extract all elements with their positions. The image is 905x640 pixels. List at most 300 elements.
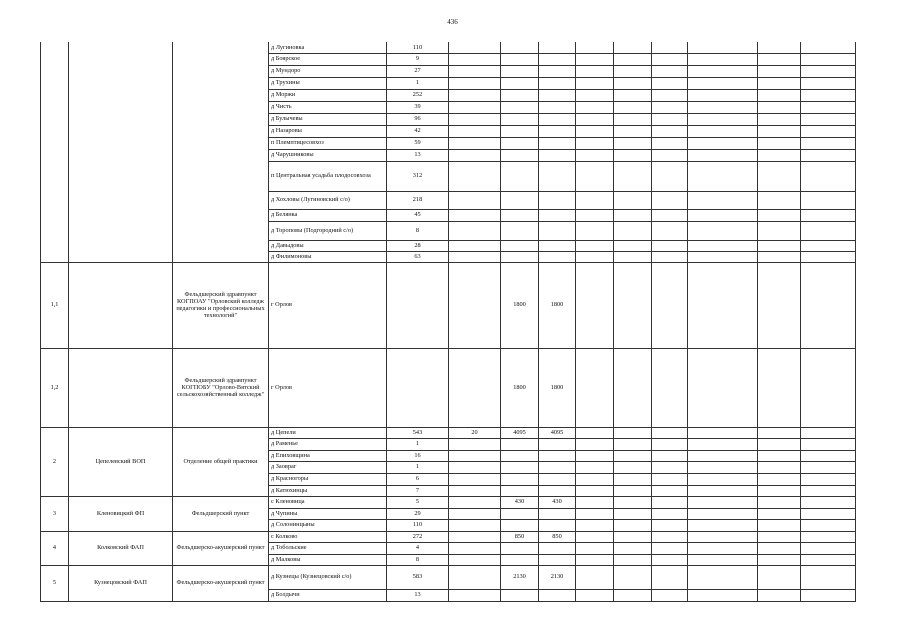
empty-cell [688,542,758,554]
value-cell-3 [539,77,576,89]
empty-cell [688,473,758,485]
empty-cell [688,149,758,161]
empty-cell [801,450,856,461]
value-cell-3 [539,589,576,601]
empty-cell [688,531,758,542]
value-cell-2: 430 [501,496,539,508]
empty-cell [576,221,614,240]
empty-cell [688,427,758,438]
value-cell-2 [501,554,539,565]
empty-cell [614,461,652,473]
empty-cell [688,438,758,450]
population-cell: 1 [387,77,449,89]
settlement-cell: д Епиховщина [269,450,387,461]
empty-cell [801,262,856,348]
empty-cell [801,221,856,240]
empty-cell [758,438,801,450]
population-cell: 543 [387,427,449,438]
empty-cell [652,348,688,427]
value-cell-3 [539,113,576,125]
table-row [41,427,856,438]
settlement-cell: д Филимоновы [269,251,387,262]
value-cell-3 [539,438,576,450]
value-cell-1 [449,137,501,149]
empty-cell [576,508,614,519]
value-cell-3 [539,161,576,191]
empty-cell [801,161,856,191]
empty-cell [652,161,688,191]
value-cell-1 [449,149,501,161]
empty-cell [688,191,758,209]
empty-cell [801,461,856,473]
value-cell-1 [449,101,501,113]
empty-cell [614,438,652,450]
empty-cell [688,589,758,601]
empty-cell [758,149,801,161]
population-cell: 4 [387,542,449,554]
value-cell-1 [449,348,501,427]
empty-cell [576,89,614,101]
population-cell: 583 [387,565,449,589]
population-cell: 28 [387,240,449,251]
empty-cell [652,77,688,89]
empty-cell [758,262,801,348]
population-cell: 16 [387,450,449,461]
value-cell-1 [449,450,501,461]
empty-cell [688,519,758,531]
empty-cell [614,191,652,209]
empty-cell [576,496,614,508]
settlement-cell: г Орлов [269,348,387,427]
empty-cell [801,113,856,125]
empty-cell [652,508,688,519]
empty-cell [758,221,801,240]
empty-cell [576,101,614,113]
empty-cell [758,89,801,101]
settlement-cell: д Хохловы (Лугиновский с/о) [269,191,387,209]
empty-cell [688,42,758,53]
empty-cell [688,101,758,113]
row-number-cell: 4 [41,531,69,565]
population-cell: 1 [387,438,449,450]
empty-cell [652,554,688,565]
empty-cell [652,101,688,113]
settlement-cell: д Мундоро [269,65,387,77]
empty-cell [758,161,801,191]
empty-cell [652,461,688,473]
row-number-cell: 1,1 [41,262,69,348]
population-cell: 110 [387,42,449,53]
empty-cell [688,65,758,77]
settlement-cell: д Назаровы [269,125,387,137]
population-cell: 9 [387,53,449,65]
empty-cell [652,53,688,65]
value-cell-3 [539,450,576,461]
settlement-cell: д Лугиновка [269,42,387,53]
empty-cell [801,65,856,77]
empty-cell [688,161,758,191]
facility-type-cell [173,42,269,262]
empty-cell [688,262,758,348]
table-row [41,496,856,508]
empty-cell [576,161,614,191]
empty-cell [801,149,856,161]
row-number-cell [41,42,69,262]
empty-cell [801,496,856,508]
empty-cell [576,113,614,125]
value-cell-1 [449,496,501,508]
settlement-cell: д Тобольские [269,542,387,554]
value-cell-3 [539,101,576,113]
empty-cell [688,485,758,496]
population-cell: 27 [387,65,449,77]
settlement-cell: д Давыдовы [269,240,387,251]
value-cell-3 [539,554,576,565]
empty-cell [614,113,652,125]
empty-cell [758,77,801,89]
empty-cell [801,531,856,542]
empty-cell [758,137,801,149]
value-cell-2 [501,240,539,251]
facility-name-cell [69,348,173,427]
settlement-cell: д Катюхинцы [269,485,387,496]
empty-cell [576,65,614,77]
population-cell: 29 [387,508,449,519]
empty-cell [801,589,856,601]
empty-cell [576,438,614,450]
population-cell: 5 [387,496,449,508]
empty-cell [758,125,801,137]
value-cell-3 [539,508,576,519]
value-cell-3 [539,53,576,65]
value-cell-3 [539,89,576,101]
population-cell: 218 [387,191,449,209]
value-cell-2 [501,450,539,461]
settlement-cell: д Белянка [269,209,387,221]
empty-cell [758,348,801,427]
value-cell-3 [539,519,576,531]
facility-name-cell: Цепелевский ВОП [69,427,173,496]
value-cell-1 [449,589,501,601]
facility-name-cell: Кленовицкий ФП [69,496,173,531]
empty-cell [758,42,801,53]
empty-cell [801,485,856,496]
empty-cell [576,450,614,461]
empty-cell [614,485,652,496]
empty-cell [758,461,801,473]
settlement-cell: д Кузнецы (Кузнецовский с/о) [269,565,387,589]
empty-cell [576,125,614,137]
value-cell-2 [501,461,539,473]
population-cell: 45 [387,209,449,221]
empty-cell [576,209,614,221]
empty-cell [576,519,614,531]
empty-cell [801,53,856,65]
empty-cell [801,77,856,89]
empty-cell [614,65,652,77]
empty-cell [801,240,856,251]
empty-cell [652,485,688,496]
empty-cell [688,89,758,101]
empty-cell [576,485,614,496]
empty-cell [652,589,688,601]
settlement-cell: с Колково [269,531,387,542]
value-cell-3 [539,240,576,251]
value-cell-2: 850 [501,531,539,542]
value-cell-2 [501,485,539,496]
population-cell: 312 [387,161,449,191]
settlement-cell: д Булычевы [269,113,387,125]
table-row [41,42,856,53]
table-row [41,531,856,542]
population-cell: 13 [387,149,449,161]
value-cell-2: 1800 [501,262,539,348]
row-number-cell: 1,2 [41,348,69,427]
empty-cell [614,89,652,101]
value-cell-3 [539,149,576,161]
table-row [41,262,856,348]
facility-type-cell: Фельдшерско-акушерский пункт [173,565,269,601]
facility-type-cell: Фельдшерско-акушерский пункт [173,531,269,565]
settlement-cell: д Солонинцыны [269,519,387,531]
empty-cell [614,473,652,485]
empty-cell [614,209,652,221]
value-cell-1 [449,531,501,542]
value-cell-2 [501,191,539,209]
empty-cell [758,508,801,519]
settlement-cell: д Красногоры [269,473,387,485]
value-cell-2 [501,53,539,65]
population-cell: 110 [387,519,449,531]
empty-cell [801,565,856,589]
empty-cell [576,461,614,473]
empty-cell [758,240,801,251]
facility-name-cell: Колковский ФАП [69,531,173,565]
value-cell-1 [449,240,501,251]
population-cell: 6 [387,473,449,485]
population-cell: 39 [387,101,449,113]
value-cell-2 [501,89,539,101]
value-cell-1 [449,65,501,77]
empty-cell [688,240,758,251]
empty-cell [652,450,688,461]
settlement-cell: д Раменье [269,438,387,450]
empty-cell [652,496,688,508]
value-cell-2 [501,519,539,531]
empty-cell [801,542,856,554]
empty-cell [652,42,688,53]
empty-cell [652,473,688,485]
empty-cell [614,125,652,137]
empty-cell [801,427,856,438]
value-cell-2 [501,113,539,125]
value-cell-1 [449,42,501,53]
empty-cell [576,554,614,565]
empty-cell [758,251,801,262]
empty-cell [576,77,614,89]
empty-cell [688,450,758,461]
empty-cell [614,137,652,149]
empty-cell [576,348,614,427]
empty-cell [576,191,614,209]
empty-cell [652,427,688,438]
value-cell-1 [449,221,501,240]
settlement-cell: д Чарушниковы [269,149,387,161]
population-cell: 1 [387,461,449,473]
table-row [41,348,856,427]
value-cell-3 [539,137,576,149]
empty-cell [758,519,801,531]
empty-cell [758,565,801,589]
empty-cell [652,542,688,554]
value-cell-3: 430 [539,496,576,508]
empty-cell [652,65,688,77]
value-cell-3 [539,65,576,77]
value-cell-2 [501,508,539,519]
empty-cell [758,113,801,125]
value-cell-2: 4095 [501,427,539,438]
row-number-cell: 3 [41,496,69,531]
empty-cell [758,191,801,209]
population-cell: 7 [387,485,449,496]
empty-cell [614,554,652,565]
settlement-cell: д Чупины [269,508,387,519]
row-number-cell: 5 [41,565,69,601]
empty-cell [758,101,801,113]
value-cell-1 [449,251,501,262]
value-cell-3 [539,251,576,262]
empty-cell [614,53,652,65]
value-cell-2 [501,77,539,89]
population-cell [387,262,449,348]
empty-cell [576,531,614,542]
facility-name-cell [69,262,173,348]
value-cell-2 [501,589,539,601]
row-number-cell: 2 [41,427,69,496]
value-cell-2: 1800 [501,348,539,427]
empty-cell [652,191,688,209]
facility-name-cell [69,42,173,262]
empty-cell [652,438,688,450]
empty-cell [576,473,614,485]
value-cell-1 [449,461,501,473]
empty-cell [576,427,614,438]
facility-type-cell: Фельдшерский здравпункт КОГПОАУ "Орловский колледж педагогики и профессиональных технологий" [173,262,269,348]
population-cell: 252 [387,89,449,101]
empty-cell [652,113,688,125]
value-cell-3: 2130 [539,565,576,589]
population-cell: 13 [387,589,449,601]
empty-cell [801,438,856,450]
empty-cell [688,137,758,149]
settlement-cell: д Чисть [269,101,387,113]
value-cell-2 [501,137,539,149]
empty-cell [688,565,758,589]
empty-cell [801,519,856,531]
empty-cell [758,589,801,601]
empty-cell [801,42,856,53]
settlement-cell: д Трухины [269,77,387,89]
value-cell-1 [449,262,501,348]
empty-cell [614,348,652,427]
empty-cell [652,209,688,221]
value-cell-1 [449,473,501,485]
empty-cell [688,348,758,427]
empty-cell [652,149,688,161]
empty-cell [576,589,614,601]
value-cell-3 [539,125,576,137]
value-cell-2 [501,209,539,221]
empty-cell [801,554,856,565]
empty-cell [576,240,614,251]
empty-cell [758,450,801,461]
facility-type-cell: Отделение общей практики [173,427,269,496]
value-cell-3 [539,473,576,485]
settlement-cell: д Малковы [269,554,387,565]
empty-cell [758,554,801,565]
value-cell-1 [449,438,501,450]
empty-cell [801,251,856,262]
population-cell: 42 [387,125,449,137]
empty-cell [652,251,688,262]
settlement-cell: п Центральная усадьба плодосовхоза [269,161,387,191]
empty-cell [614,542,652,554]
empty-cell [576,137,614,149]
empty-cell [576,542,614,554]
value-cell-1 [449,113,501,125]
empty-cell [652,137,688,149]
empty-cell [688,221,758,240]
value-cell-3 [539,42,576,53]
population-cell [387,348,449,427]
empty-cell [614,450,652,461]
value-cell-1 [449,485,501,496]
value-cell-1 [449,53,501,65]
settlement-cell: с Кленовица [269,496,387,508]
empty-cell [758,473,801,485]
value-cell-1 [449,161,501,191]
settlement-cell: д Цепели [269,427,387,438]
value-cell-1 [449,508,501,519]
empty-cell [576,42,614,53]
empty-cell [614,221,652,240]
empty-cell [801,473,856,485]
settlement-cell: д Болдычи [269,589,387,601]
empty-cell [688,125,758,137]
empty-cell [688,508,758,519]
empty-cell [801,191,856,209]
empty-cell [614,589,652,601]
value-cell-3: 4095 [539,427,576,438]
value-cell-2: 2130 [501,565,539,589]
settlement-cell: г Орлов [269,262,387,348]
empty-cell [758,542,801,554]
value-cell-3: 850 [539,531,576,542]
empty-cell [688,77,758,89]
empty-cell [688,53,758,65]
empty-cell [652,240,688,251]
empty-cell [614,240,652,251]
value-cell-1 [449,554,501,565]
empty-cell [758,531,801,542]
value-cell-2 [501,149,539,161]
empty-cell [652,519,688,531]
empty-cell [688,209,758,221]
empty-cell [652,89,688,101]
value-cell-1 [449,77,501,89]
page-number: 436 [447,18,458,26]
value-cell-1: 20 [449,427,501,438]
